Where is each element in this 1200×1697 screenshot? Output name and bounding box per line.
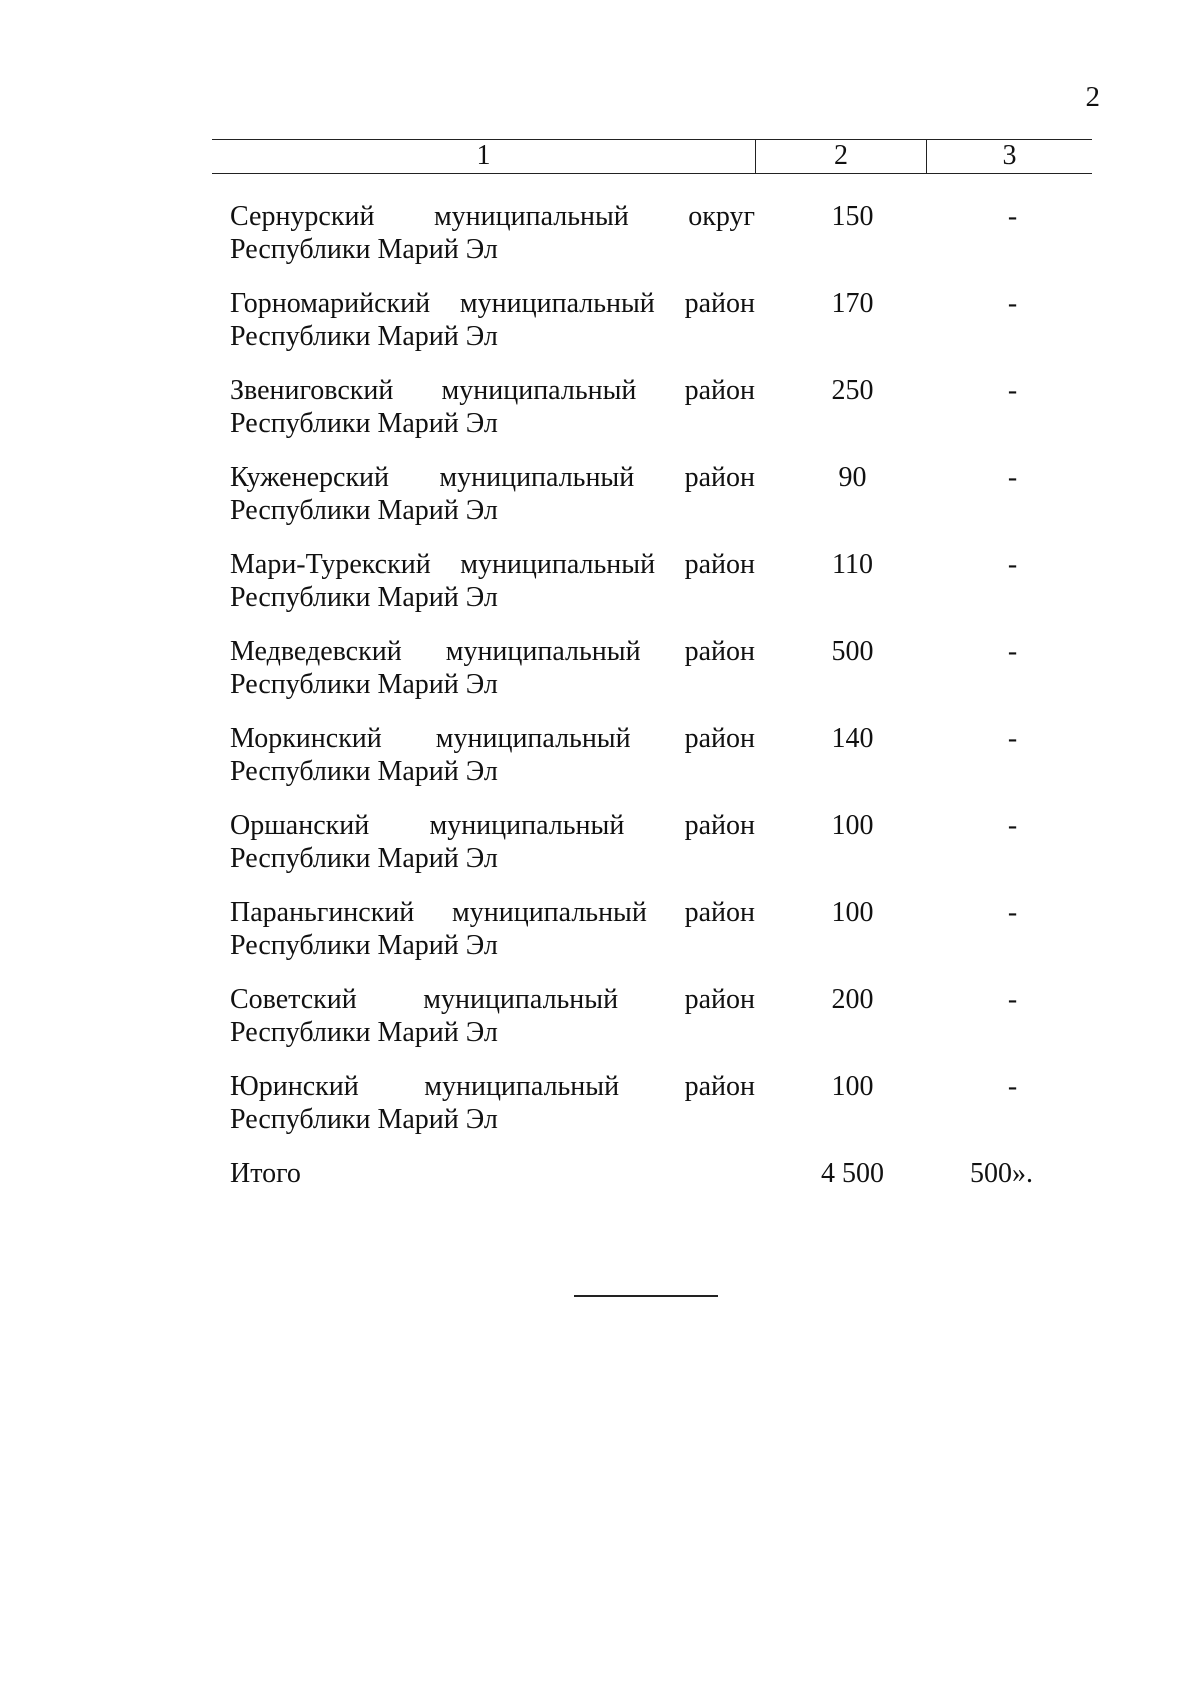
- name-word: Юринский: [230, 1071, 359, 1102]
- name-word: муниципальный: [435, 723, 631, 754]
- total-col-2: 4 500: [821, 1158, 884, 1189]
- table-row: [230, 548, 1090, 635]
- name-word: муниципальный: [423, 984, 619, 1015]
- district-name: [230, 374, 755, 440]
- name-word: муниципальный: [452, 897, 647, 928]
- name-word: район: [684, 636, 755, 667]
- table-row: [230, 722, 1090, 809]
- name-word: муниципальный: [441, 375, 637, 406]
- value-col-3: -: [1007, 462, 1018, 493]
- name-line-2: Республики Марий Эл: [230, 1104, 498, 1135]
- name-word: район: [684, 984, 755, 1015]
- name-word: район: [684, 288, 755, 319]
- table-row: [230, 809, 1090, 896]
- column-header-3: 3: [926, 140, 1092, 173]
- name-word: район: [684, 723, 755, 754]
- name-word: район: [684, 810, 755, 841]
- district-name: [230, 287, 755, 353]
- name-word: район: [684, 549, 755, 580]
- value-col-2: 500: [831, 636, 874, 667]
- name-word: муниципальный: [429, 810, 625, 841]
- value-col-2: 90: [838, 462, 867, 493]
- name-line-2: Республики Марий Эл: [230, 756, 498, 787]
- district-name: [230, 548, 755, 614]
- name-word: Сернурский: [230, 201, 375, 232]
- value-col-2: 110: [832, 549, 873, 580]
- value-col-3: -: [1007, 723, 1018, 754]
- value-col-2: 100: [831, 810, 874, 841]
- name-word: район: [684, 375, 755, 406]
- name-line-2: Республики Марий Эл: [230, 930, 498, 961]
- name-line-2: Республики Марий Эл: [230, 234, 498, 265]
- table-row: [230, 461, 1090, 548]
- table-row: [230, 1070, 1090, 1157]
- name-word: Горномарийский: [230, 288, 431, 319]
- value-col-3: -: [1007, 1071, 1018, 1102]
- value-col-3: -: [1007, 375, 1018, 406]
- name-line-2: Республики Марий Эл: [230, 582, 498, 613]
- name-line-2: Республики Марий Эл: [230, 843, 498, 874]
- name-word: район: [684, 1071, 755, 1102]
- value-col-3: -: [1007, 636, 1018, 667]
- table-row: [230, 287, 1090, 374]
- value-col-3: -: [1007, 984, 1018, 1015]
- name-word: Медведевский: [230, 636, 402, 667]
- table-row: [230, 983, 1090, 1070]
- value-col-3: -: [1007, 549, 1018, 580]
- column-header-1: 1: [476, 140, 491, 171]
- name-word: Советский: [230, 984, 357, 1015]
- district-name: [230, 896, 755, 962]
- name-word: муниципальный: [433, 201, 629, 232]
- column-header-2: 2: [755, 140, 926, 173]
- table-row: [230, 200, 1090, 287]
- total-col-3: 500».: [970, 1158, 1033, 1189]
- value-col-2: 100: [831, 897, 874, 928]
- district-name: [230, 809, 755, 875]
- name-word: Моркинский: [230, 723, 382, 754]
- end-divider: [574, 1295, 718, 1297]
- name-word: муниципальный: [459, 288, 655, 319]
- total-row: [230, 1157, 1090, 1197]
- name-line-2: Республики Марий Эл: [230, 669, 498, 700]
- district-name: [230, 461, 755, 527]
- value-col-2: 100: [831, 1071, 874, 1102]
- table-header: [212, 139, 1092, 174]
- name-word: район: [684, 897, 755, 928]
- name-line-2: Республики Марий Эл: [230, 1017, 498, 1048]
- name-word: Мари-Турекский: [230, 549, 431, 580]
- name-line-2: Республики Марий Эл: [230, 321, 498, 352]
- name-word: район: [684, 462, 755, 493]
- value-col-2: 140: [831, 723, 874, 754]
- district-name: [230, 1070, 755, 1136]
- name-line-2: Республики Марий Эл: [230, 495, 498, 526]
- name-word: Параньгинский: [230, 897, 415, 928]
- value-col-2: 170: [831, 288, 874, 319]
- name-word: муниципальный: [445, 636, 641, 667]
- table-row: [230, 374, 1090, 461]
- total-label: Итого: [230, 1158, 301, 1189]
- value-col-3: -: [1007, 201, 1018, 232]
- district-name: [230, 635, 755, 701]
- table-row: [230, 635, 1090, 722]
- value-col-3: -: [1007, 288, 1018, 319]
- name-line-2: Республики Марий Эл: [230, 408, 498, 439]
- name-word: муниципальный: [424, 1071, 620, 1102]
- value-col-3: -: [1007, 897, 1018, 928]
- name-word: округ: [688, 201, 755, 232]
- district-name: [230, 983, 755, 1049]
- value-col-2: 200: [831, 984, 874, 1015]
- value-col-3: -: [1007, 810, 1018, 841]
- value-col-2: 150: [831, 201, 874, 232]
- page-number: 2: [1085, 81, 1100, 113]
- name-word: Куженерский: [230, 462, 390, 493]
- name-word: муниципальный: [439, 462, 635, 493]
- name-word: муниципальный: [460, 549, 656, 580]
- district-name: [230, 722, 755, 788]
- value-col-2: 250: [831, 375, 874, 406]
- name-word: Звениговский: [230, 375, 394, 406]
- table-row: [230, 896, 1090, 983]
- table-body: [230, 200, 1090, 1197]
- district-name: [230, 200, 755, 266]
- name-word: Оршанский: [230, 810, 370, 841]
